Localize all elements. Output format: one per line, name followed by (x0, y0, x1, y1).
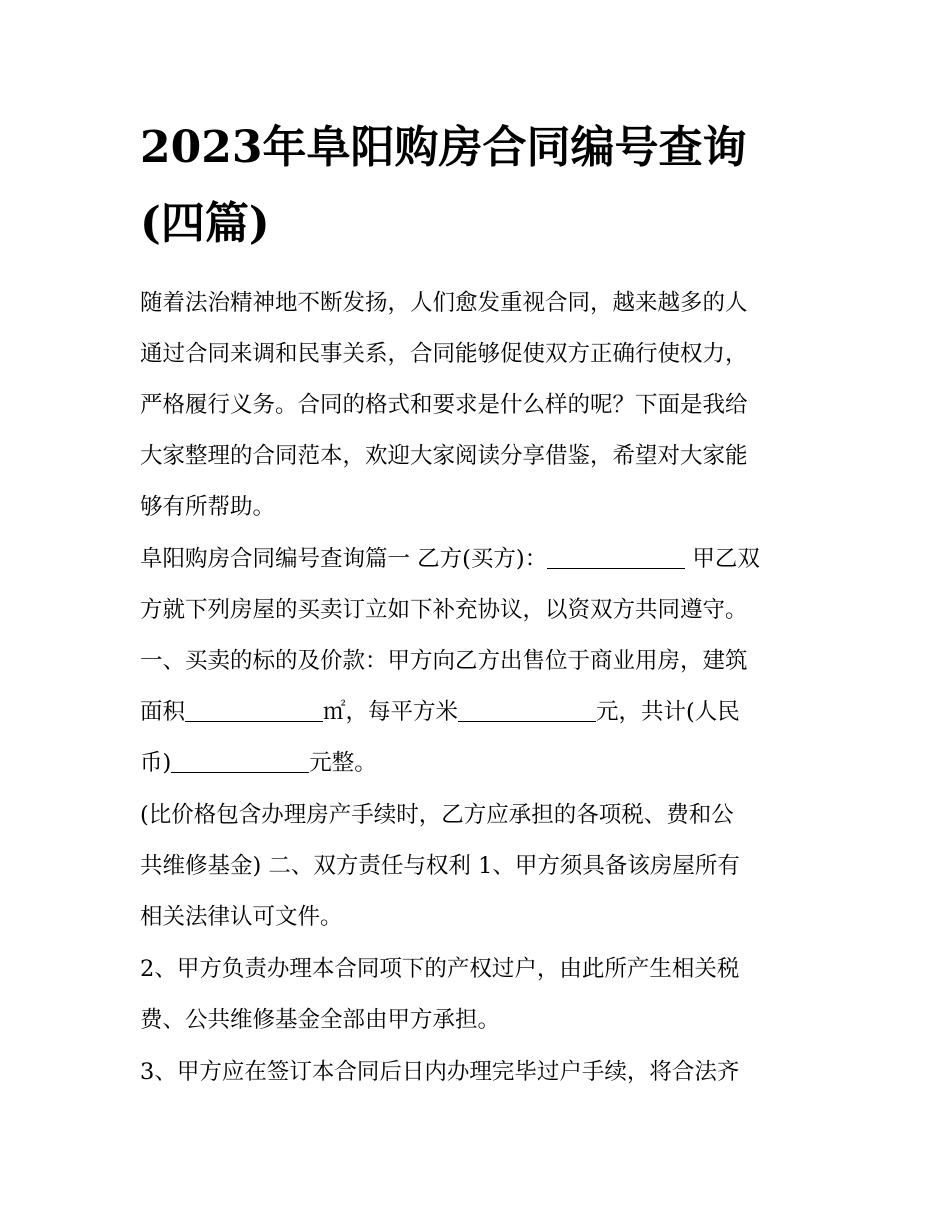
buyer-name-blank (547, 546, 685, 569)
document-body (140, 278, 830, 1099)
contract-paragraph-2 (140, 790, 830, 943)
text-line: 相关法律认可文件。 (140, 904, 343, 930)
text-line: 够有所帮助。 (140, 494, 276, 520)
text-segment: 元整。 (309, 750, 377, 776)
title-line-2: (四篇) (140, 198, 270, 249)
total-price-blank (171, 750, 309, 773)
contract-paragraph-1 (140, 534, 830, 789)
text-line (140, 534, 830, 585)
text-segment: 元，共计(人民 (596, 699, 740, 725)
contract-paragraph-3 (140, 944, 830, 1046)
text-line: 3、甲方应在签订本合同后日内办理完毕过户手续，将合法齐 (140, 1059, 740, 1085)
text-line: 共维修基金) 二、双方责任与权利 1、甲方须具备该房屋所有 (140, 853, 740, 879)
text-line: 方就下列房屋的买卖订立如下补充协议，以资双方共同遵守。 (140, 597, 748, 623)
text-line: 2、甲方负责办理本合同项下的产权过户，由此所产生相关税 (140, 956, 740, 982)
text-segment: 甲乙双 (685, 546, 760, 572)
text-line: 随着法治精神地不断发扬，人们愈发重视合同，越来越多的人 (140, 290, 748, 316)
document-title (140, 110, 830, 262)
unit-price-blank (458, 699, 596, 722)
text-line (140, 687, 830, 738)
text-line: (比价格包含办理房产手续时，乙方应承担的各项税、费和公 (140, 802, 734, 828)
text-line (140, 738, 830, 789)
text-line: 严格履行义务。合同的格式和要求是什么样的呢？下面是我给 (140, 392, 748, 418)
text-line: 一、买卖的标的及价款：甲方向乙方出售位于商业用房，建筑 (140, 648, 748, 674)
intro-paragraph (140, 278, 830, 533)
text-segment: ㎡，每平方米 (323, 699, 459, 725)
area-blank (185, 699, 323, 722)
text-segment: 面积 (140, 699, 186, 725)
text-line: 通过合同来调和民事关系，合同能够促使双方正确行使权力， (140, 341, 748, 367)
text-segment: 币) (140, 750, 172, 776)
contract-paragraph-4 (140, 1047, 830, 1098)
text-line: 大家整理的合同范本，欢迎大家阅读分享借鉴，希望对大家能 (140, 443, 748, 469)
text-segment: 阜阳购房合同编号查询篇一 乙方(买方)： (140, 546, 548, 572)
text-line: 费、公共维修基金全部由甲方承担。 (140, 1007, 501, 1033)
title-line-1: 2023年阜阳购房合同编号查询 (140, 122, 747, 173)
